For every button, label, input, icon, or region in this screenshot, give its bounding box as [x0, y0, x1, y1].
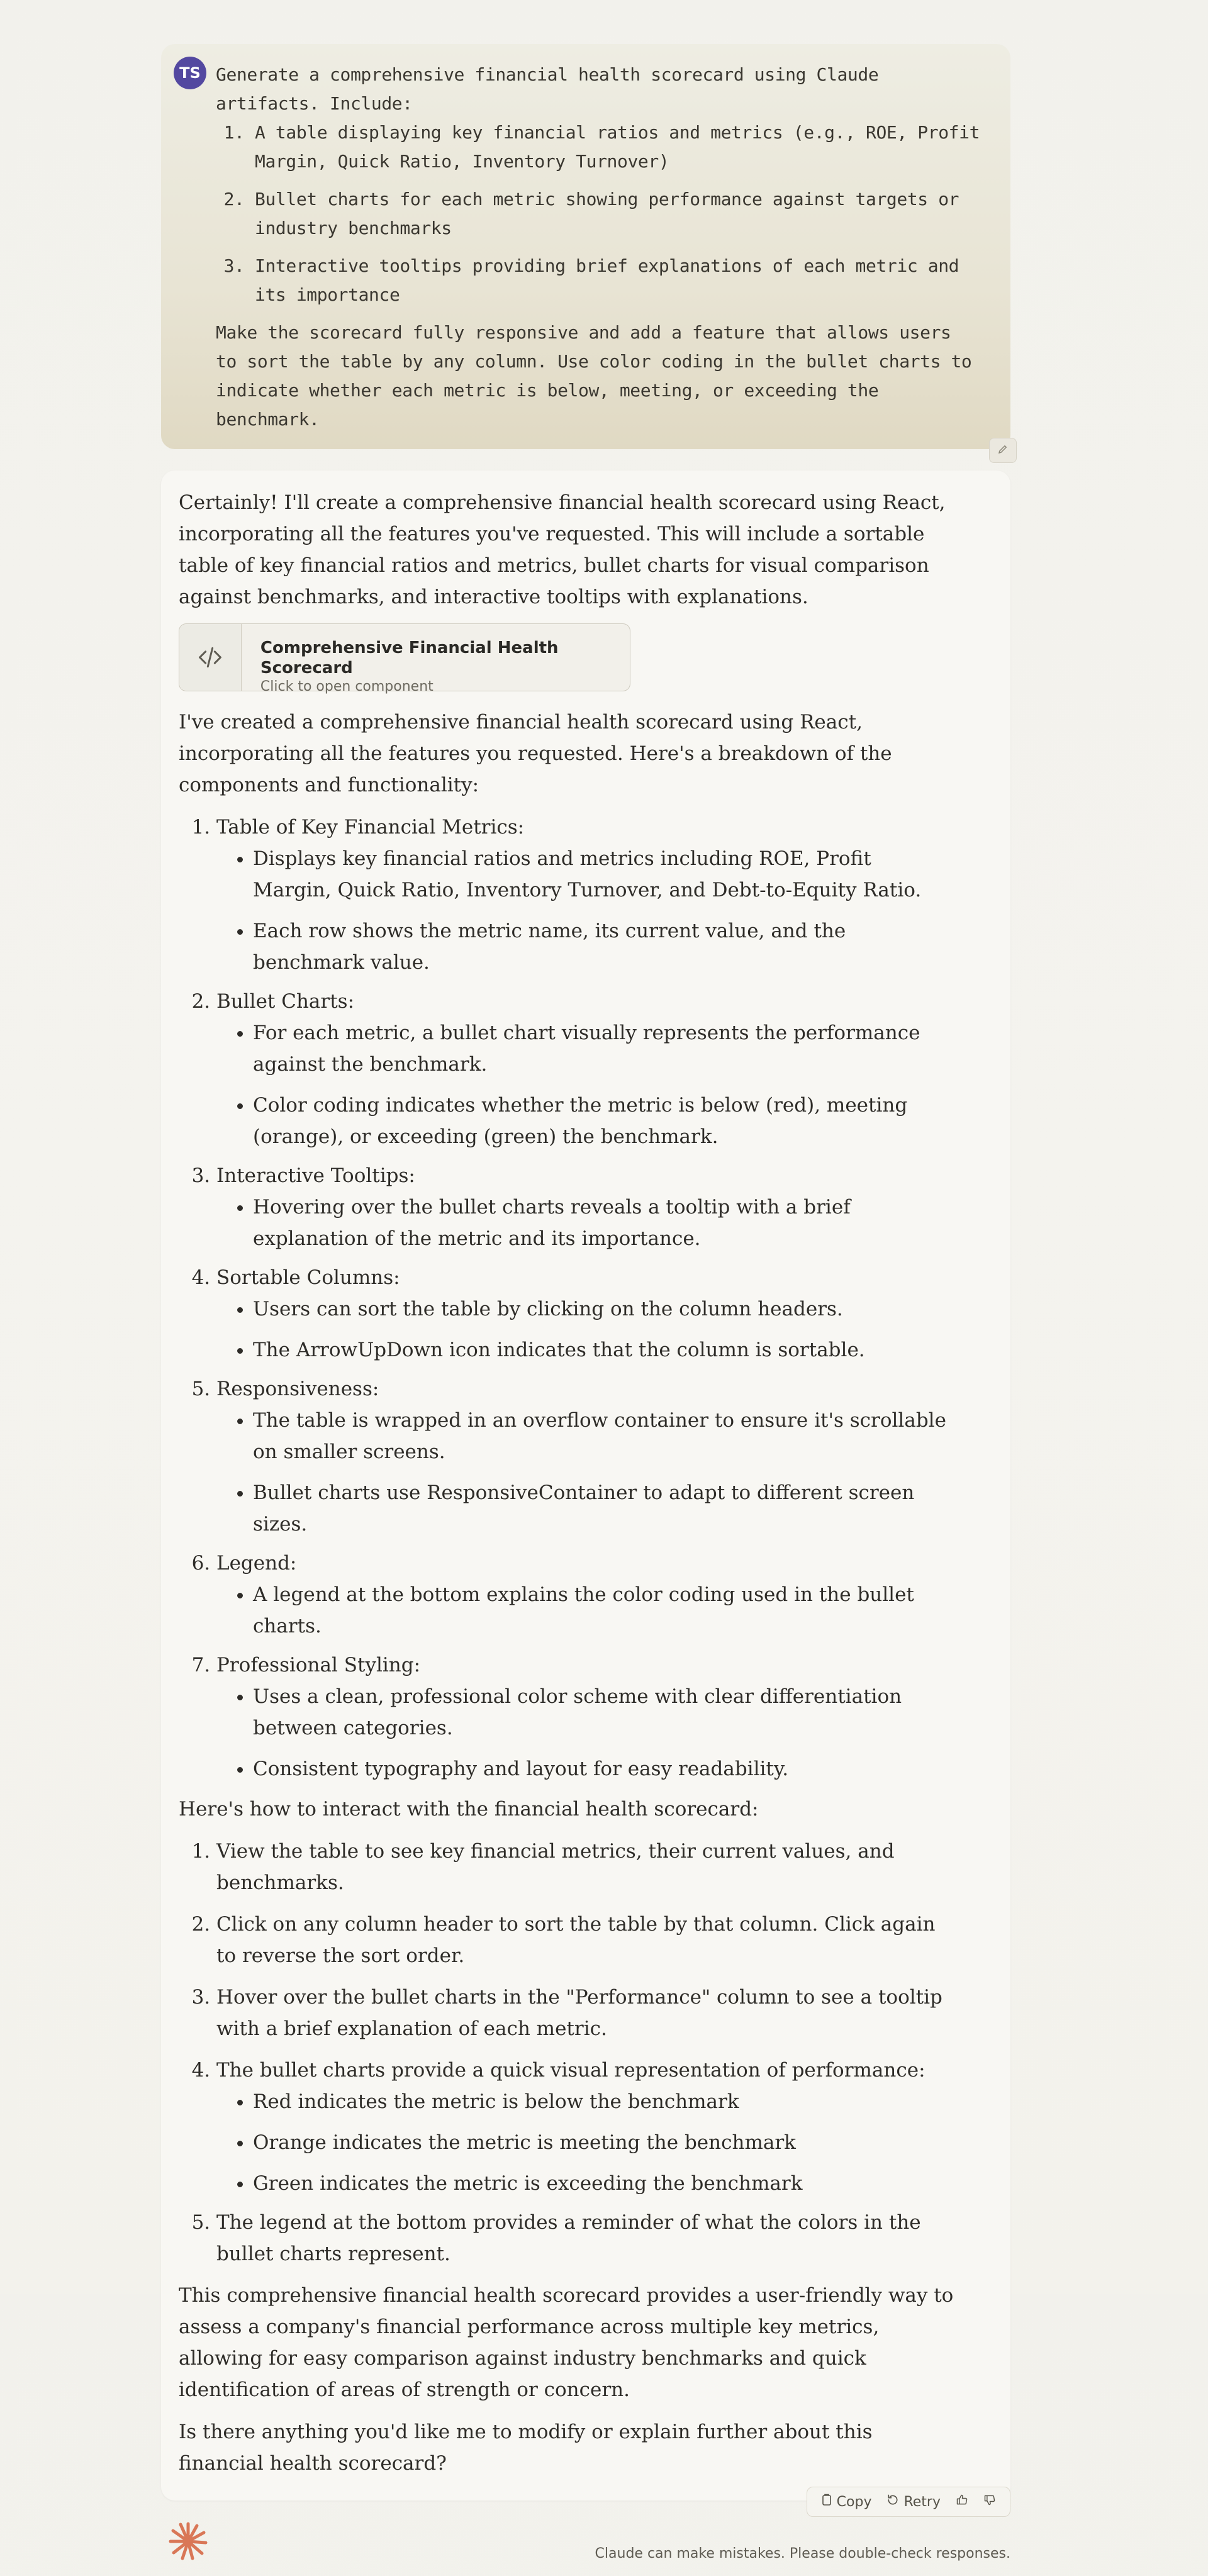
retry-icon	[886, 2494, 899, 2510]
section-bullets	[216, 1681, 955, 1785]
bullet-item: • Hovering over the bullet charts reveals a tooltip with a brief explanation of the metric and its importance.	[253, 1191, 955, 1254]
conclusion: This comprehensive financial health scorecard provides a user-friendly way to assess a company's financial performance across multiple key metrics, allowing for easy comparison against industry benchmarks and quick identification of areas of strength or concern.	[179, 2284, 954, 2401]
section-title: Table of Key Financial Metrics:	[216, 816, 525, 839]
artifact-subtitle: Click to open component	[260, 679, 433, 694]
claude-logo-icon	[169, 2522, 208, 2561]
list-item: 2. Bullet charts for each metric showing performance against targets or industry benchmarks	[255, 185, 980, 243]
retry-button[interactable]	[879, 2494, 948, 2510]
section-bullets	[216, 1293, 955, 1366]
user-avatar: TS	[174, 57, 206, 89]
conversation	[161, 44, 1010, 2576]
list-item	[216, 2207, 993, 2270]
copy-icon	[821, 2494, 832, 2510]
list-item: 3. Interactive tooltips providing brief explanations of each metric and its importance	[255, 252, 980, 309]
list-item	[216, 1547, 993, 1642]
bullet-item: • Color coding indicates whether the metric is below (red), meeting (orange), or exceeding (green) the benchmark.	[253, 1090, 955, 1152]
list-item	[216, 1836, 993, 1899]
howto-step-text: The bullet charts provide a quick visual representation of performance:	[216, 2059, 926, 2082]
section-title: Interactive Tooltips:	[216, 1164, 415, 1187]
list-item	[216, 1909, 993, 1971]
message-actions	[807, 2487, 1010, 2517]
list-item	[216, 1160, 993, 1254]
bullet-item: • Displays key financial ratios and metrics including ROE, Profit Margin, Quick Ratio, Inventory Turnover, and Debt-to-Equity Ratio.	[253, 843, 955, 906]
bullet-item: • Green indicates the metric is exceeding the benchmark	[253, 2168, 955, 2199]
section-title: Responsiveness:	[216, 1378, 379, 1400]
copy-label: Copy	[836, 2494, 872, 2510]
copy-button[interactable]	[814, 2494, 880, 2510]
assistant-intro: Certainly! I'll create a comprehensive financial health scorecard using React, incorporating all the features you've requested. This will include a sortable table of key financial ratios and metrics, bullet charts for visual comparison against benchmarks, and interactive tooltips with explanations.	[179, 491, 946, 608]
bullet-item: • Consistent typography and layout for easy readability.	[253, 1753, 955, 1785]
disclaimer-text: Claude can make mistakes. Please double-check responses.	[595, 2546, 1010, 2562]
howto-list	[179, 1836, 993, 2270]
message-footer	[161, 2494, 1010, 2576]
section-title: Sortable Columns:	[216, 1266, 400, 1289]
retry-label: Retry	[903, 2494, 941, 2510]
breakdown-intro: I've created a comprehensive financial health scorecard using React, incorporating all the features you requested. Here's a breakdown of the components and functionality:	[179, 711, 892, 796]
artifact-title: Comprehensive Financial Health Scorecard	[260, 638, 559, 677]
howto-step-text: Click on any column header to sort the table by that column. Click again to reverse the sort order.	[216, 1913, 936, 1967]
bullet-item: • Red indicates the metric is below the benchmark	[253, 2086, 955, 2117]
pencil-icon	[997, 436, 1009, 465]
code-icon	[179, 624, 242, 691]
user-message	[161, 44, 1010, 449]
artifact-card[interactable]	[179, 623, 630, 694]
list-item	[216, 1262, 993, 1366]
howto-intro: Here's how to interact with the financial health scorecard:	[179, 1798, 759, 1820]
user-message-intro: Generate a comprehensive financial health scorecard using Claude artifacts. Include:	[216, 64, 879, 114]
list-item	[216, 2055, 993, 2199]
section-title: Professional Styling:	[216, 1654, 421, 1676]
bullet-item: • The table is wrapped in an overflow container to ensure it's scrollable on smaller screens.	[253, 1405, 955, 1468]
bullet-item: • Users can sort the table by clicking on the column headers.	[253, 1293, 955, 1325]
bullet-item: • Bullet charts use ResponsiveContainer to adapt to different screen sizes.	[253, 1477, 955, 1540]
list-item	[216, 1373, 993, 1540]
bullet-item: • A legend at the bottom explains the color coding used in the bullet charts.	[253, 1579, 955, 1642]
section-bullets	[216, 1017, 955, 1152]
howto-step-text: The legend at the bottom provides a reminder of what the colors in the bullet charts represent.	[216, 2211, 921, 2265]
edit-message-button[interactable]	[989, 438, 1017, 463]
list-item	[216, 1649, 993, 1785]
section-bullets	[216, 843, 955, 978]
bullet-item: • The ArrowUpDown icon indicates that the column is sortable.	[253, 1334, 955, 1366]
howto-step-text: View the table to see key financial metrics, their current values, and benchmarks.	[216, 1840, 895, 1894]
thumbs-up-button[interactable]	[948, 2494, 976, 2510]
bullet-item: • Each row shows the metric name, its current value, and the benchmark value.	[253, 915, 955, 978]
list-item	[216, 1982, 993, 2044]
thumbs-up-icon	[956, 2494, 968, 2510]
feature-breakdown-list	[179, 811, 993, 1785]
section-bullets	[216, 1191, 955, 1254]
thumbs-down-icon	[983, 2494, 996, 2510]
user-message-tail: Make the scorecard fully responsive and add a feature that allows users to sort the table by any column. Use color coding in the bullet charts to indicate whether each metric is below, meeting, or exceeding the benchmark.	[216, 322, 972, 430]
list-item	[216, 811, 993, 978]
thumbs-down-button[interactable]	[976, 2494, 1004, 2510]
howto-step-text: Hover over the bullet charts in the "Performance" column to see a tooltip with a brief explanation of each metric.	[216, 1986, 942, 2040]
bullet-item: • For each metric, a bullet chart visually represents the performance against the benchmark.	[253, 1017, 955, 1080]
followup-question: Is there anything you'd like me to modify or explain further about this financial health scorecard?	[179, 2421, 873, 2475]
section-bullets	[216, 1405, 955, 1540]
section-title: Legend:	[216, 1552, 297, 1575]
section-title: Bullet Charts:	[216, 990, 355, 1013]
list-item: 1. A table displaying key financial ratios and metrics (e.g., ROE, Profit Margin, Quick Ratio, Inventory Turnover)	[255, 118, 980, 176]
list-item	[216, 986, 993, 1152]
user-request-list	[216, 118, 980, 309]
howto-bullets	[216, 2086, 955, 2199]
bullet-item: • Orange indicates the metric is meeting the benchmark	[253, 2127, 955, 2158]
section-bullets	[216, 1579, 955, 1642]
assistant-message	[161, 471, 1010, 2501]
bullet-item: • Uses a clean, professional color scheme with clear differentiation between categories.	[253, 1681, 955, 1744]
